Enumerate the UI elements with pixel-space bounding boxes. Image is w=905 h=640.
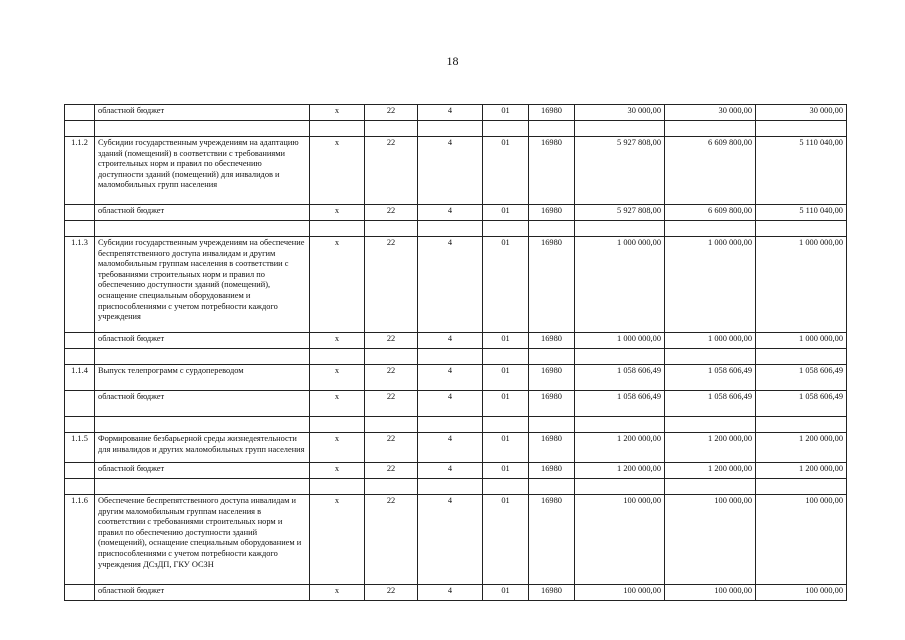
cell-amount-2: 1 058 606,49 (665, 365, 756, 391)
row-description: областной бюджет (95, 391, 310, 417)
cell-code-3: 01 (483, 365, 529, 391)
row-number (65, 105, 95, 121)
cell-amount-3: 30 000,00 (756, 105, 847, 121)
cell-amount-1: 5 927 808,00 (575, 205, 665, 221)
table-row (65, 433, 847, 463)
cell-amount-2: 1 058 606,49 (665, 391, 756, 417)
cell-x: х (310, 391, 365, 417)
row-number: 1.1.3 (65, 237, 95, 333)
table-row (65, 137, 847, 205)
cell-code-4: 16980 (529, 333, 575, 349)
cell-amount-3: 5 110 040,00 (756, 205, 847, 221)
cell-x: х (310, 365, 365, 391)
cell-amount-1: 1 000 000,00 (575, 333, 665, 349)
cell-code-3: 01 (483, 333, 529, 349)
table-row (65, 333, 847, 349)
cell-code-1: 22 (365, 433, 418, 463)
page-number: 18 (446, 54, 459, 68)
cell-amount-2: 30 000,00 (665, 105, 756, 121)
cell-code-4: 16980 (529, 433, 575, 463)
cell-code-4: 16980 (529, 137, 575, 205)
row-description: областной бюджет (95, 333, 310, 349)
cell-code-4: 16980 (529, 205, 575, 221)
table-row (65, 463, 847, 479)
cell-amount-3: 100 000,00 (756, 585, 847, 601)
table-row (65, 105, 847, 121)
row-number (65, 585, 95, 601)
cell-amount-3: 100 000,00 (756, 495, 847, 585)
cell-code-1: 22 (365, 105, 418, 121)
cell-code-1: 22 (365, 237, 418, 333)
cell-code-2: 4 (418, 463, 483, 479)
row-number: 1.1.5 (65, 433, 95, 463)
spacer-row (65, 349, 847, 365)
cell-code-3: 01 (483, 105, 529, 121)
cell-code-2: 4 (418, 495, 483, 585)
row-description: Выпуск телепрограмм с сурдопереводом (95, 365, 310, 391)
cell-code-2: 4 (418, 205, 483, 221)
cell-code-3: 01 (483, 237, 529, 333)
cell-code-2: 4 (418, 433, 483, 463)
cell-code-1: 22 (365, 205, 418, 221)
cell-code-3: 01 (483, 463, 529, 479)
cell-code-4: 16980 (529, 495, 575, 585)
cell-amount-3: 1 000 000,00 (756, 237, 847, 333)
cell-code-3: 01 (483, 433, 529, 463)
cell-amount-1: 1 000 000,00 (575, 237, 665, 333)
table-row (65, 365, 847, 391)
cell-code-2: 4 (418, 237, 483, 333)
cell-code-3: 01 (483, 137, 529, 205)
row-number (65, 333, 95, 349)
cell-x: х (310, 137, 365, 205)
cell-code-2: 4 (418, 391, 483, 417)
table-row (65, 237, 847, 333)
cell-code-4: 16980 (529, 463, 575, 479)
cell-code-2: 4 (418, 333, 483, 349)
cell-x: х (310, 237, 365, 333)
cell-amount-2: 100 000,00 (665, 585, 756, 601)
cell-amount-3: 5 110 040,00 (756, 137, 847, 205)
cell-amount-1: 1 058 606,49 (575, 365, 665, 391)
cell-code-1: 22 (365, 391, 418, 417)
cell-code-4: 16980 (529, 365, 575, 391)
cell-code-1: 22 (365, 333, 418, 349)
cell-amount-2: 1 000 000,00 (665, 333, 756, 349)
cell-amount-1: 100 000,00 (575, 495, 665, 585)
cell-amount-2: 6 609 800,00 (665, 205, 756, 221)
cell-code-4: 16980 (529, 585, 575, 601)
row-number (65, 205, 95, 221)
cell-code-1: 22 (365, 463, 418, 479)
cell-amount-1: 5 927 808,00 (575, 137, 665, 205)
cell-code-1: 22 (365, 495, 418, 585)
cell-amount-2: 1 000 000,00 (665, 237, 756, 333)
cell-code-2: 4 (418, 585, 483, 601)
cell-amount-3: 1 058 606,49 (756, 391, 847, 417)
spacer-row (65, 417, 847, 433)
table-row (65, 585, 847, 601)
cell-amount-1: 1 200 000,00 (575, 463, 665, 479)
cell-amount-2: 1 200 000,00 (665, 463, 756, 479)
cell-code-2: 4 (418, 365, 483, 391)
row-number: 1.1.4 (65, 365, 95, 391)
cell-amount-2: 1 200 000,00 (665, 433, 756, 463)
table-row (65, 391, 847, 417)
cell-amount-2: 100 000,00 (665, 495, 756, 585)
row-number (65, 463, 95, 479)
cell-amount-3: 1 200 000,00 (756, 433, 847, 463)
spacer-row (65, 221, 847, 237)
cell-x: х (310, 333, 365, 349)
cell-code-2: 4 (418, 105, 483, 121)
cell-code-3: 01 (483, 205, 529, 221)
row-description: областной бюджет (95, 105, 310, 121)
row-description: областной бюджет (95, 463, 310, 479)
row-number (65, 391, 95, 417)
cell-amount-2: 6 609 800,00 (665, 137, 756, 205)
cell-amount-1: 1 058 606,49 (575, 391, 665, 417)
table-row (65, 205, 847, 221)
cell-code-4: 16980 (529, 391, 575, 417)
cell-amount-3: 1 058 606,49 (756, 365, 847, 391)
row-description: Обеспечение беспрепятственного доступа инвалидам и другим маломобильным группам населения в соответствии с требованиями строительных норм и правил по обеспечению доступности зданий (помещений), оснащение специальным оборудованием и приспособлениями с учетом потребности каждого учреждения ДСзДП, ГКУ ОСЗН (95, 495, 310, 585)
cell-code-3: 01 (483, 585, 529, 601)
cell-x: х (310, 585, 365, 601)
cell-code-1: 22 (365, 585, 418, 601)
row-description: Субсидии государственным учреждениям на обеспечение беспрепятственного доступа инвалидам и другим маломобильным группам населения в соответствии с требованиями строительных норм и правил по обеспечению доступности зданий (помещений), оснащение специальным оборудованием и приспособлениями с учетом потребности каждого учреждения (95, 237, 310, 333)
cell-x: х (310, 205, 365, 221)
cell-code-2: 4 (418, 137, 483, 205)
row-description: Формирование безбарьерной среды жизнедеятельности для инвалидов и других маломобильных групп населения (95, 433, 310, 463)
cell-x: х (310, 463, 365, 479)
cell-x: х (310, 433, 365, 463)
cell-code-4: 16980 (529, 105, 575, 121)
budget-table (64, 104, 847, 601)
spacer-row (65, 121, 847, 137)
cell-code-3: 01 (483, 495, 529, 585)
cell-amount-1: 30 000,00 (575, 105, 665, 121)
cell-code-3: 01 (483, 391, 529, 417)
cell-code-1: 22 (365, 365, 418, 391)
cell-amount-1: 1 200 000,00 (575, 433, 665, 463)
row-description: Субсидии государственным учреждениям на адаптацию зданий (помещений) в соответствии с требованиями строительных норм и правил по обеспечению доступности зданий (помещений) для инвалидов и маломобильных групп населения (95, 137, 310, 205)
cell-code-4: 16980 (529, 237, 575, 333)
row-number: 1.1.6 (65, 495, 95, 585)
cell-x: х (310, 495, 365, 585)
cell-code-1: 22 (365, 137, 418, 205)
row-description: областной бюджет (95, 205, 310, 221)
spacer-row (65, 479, 847, 495)
row-number: 1.1.2 (65, 137, 95, 205)
cell-amount-3: 1 000 000,00 (756, 333, 847, 349)
cell-x: х (310, 105, 365, 121)
cell-amount-3: 1 200 000,00 (756, 463, 847, 479)
row-description: областной бюджет (95, 585, 310, 601)
cell-amount-1: 100 000,00 (575, 585, 665, 601)
table-row (65, 495, 847, 585)
